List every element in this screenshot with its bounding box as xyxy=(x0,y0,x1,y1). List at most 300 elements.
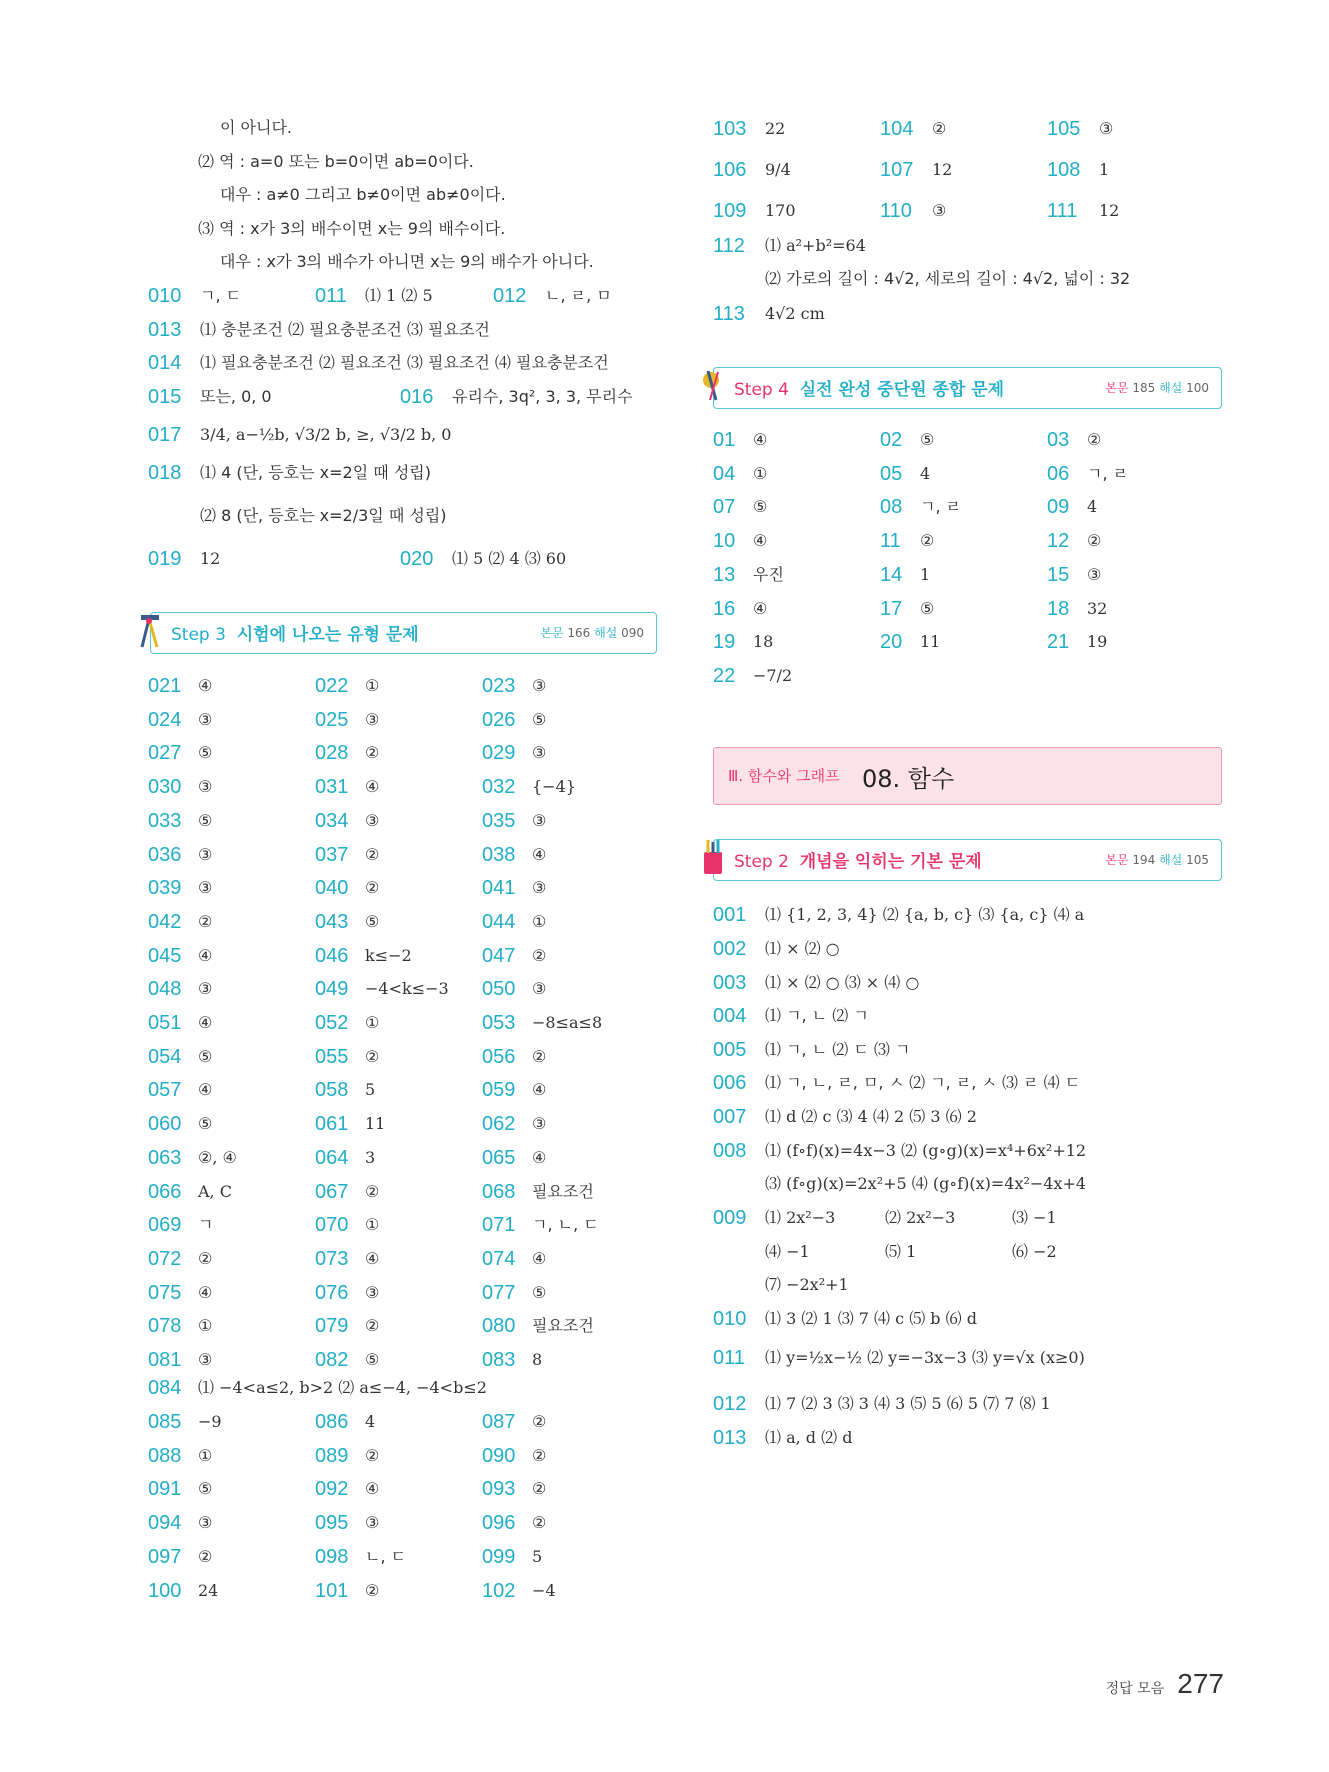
answer-value: ⑤ xyxy=(198,743,213,763)
answer-value: ② xyxy=(932,119,947,138)
step2-title: Step 2 개념을 익히는 기본 문제 xyxy=(734,852,982,872)
answer-number: 021 xyxy=(148,675,182,697)
answer-number: 062 xyxy=(482,1113,516,1136)
answer-number: 042 xyxy=(148,910,182,933)
answer-value: ⑴ 7 ⑵ 3 ⑶ 3 ⑷ 3 ⑸ 5 ⑹ 5 ⑺ 7 ⑻ 1 xyxy=(765,1394,1051,1413)
answer-value: ㄱ, ㄹ xyxy=(1087,463,1129,483)
answer-value: ⑴ −4<a≤2, b>2 ⑵ a≤−4, −4<b≤2 xyxy=(198,1378,487,1397)
answer-value: 1 xyxy=(1099,160,1110,179)
text-line: 대우 : a≠0 그리고 b≠0이면 ab≠0이다. xyxy=(220,185,506,204)
answer-value: ③ xyxy=(1087,564,1102,584)
answer-value: ④ xyxy=(365,1248,380,1268)
answer-value: ⑴ {1, 2, 3, 4} ⑵ {a, b, c} ⑶ {a, c} ⑷ a xyxy=(765,905,1085,924)
answer-value: ⑸ 1 xyxy=(885,1242,917,1261)
answer-number: 047 xyxy=(482,944,516,967)
answer-value: ② xyxy=(365,743,380,763)
answer-value: ③ xyxy=(532,810,547,830)
answer-number: 024 xyxy=(148,708,182,731)
answer-number: 049 xyxy=(315,978,349,1001)
answer-value: 19 xyxy=(1087,632,1108,652)
answer-value: ④ xyxy=(198,945,213,965)
answer-value: ④ xyxy=(198,1013,213,1032)
answer-value: ② xyxy=(1087,531,1102,551)
answer-number: 006 xyxy=(713,1072,747,1094)
answer-value: ⑴ 충분조건 ⑵ 필요충분조건 ⑶ 필요조건 xyxy=(200,320,490,339)
answer-number: 045 xyxy=(148,944,182,967)
answer-value: ⑴ 2x²−3 xyxy=(765,1208,836,1227)
answer-number: 060 xyxy=(148,1113,182,1136)
answer-number: 098 xyxy=(315,1545,349,1568)
answer-value: ④ xyxy=(753,598,768,618)
answer-number: 004 xyxy=(713,1005,747,1027)
answer-number: 048 xyxy=(148,978,182,1001)
text-line: ⑵ 역 : a=0 또는 b=0이면 ab=0이다. xyxy=(198,152,474,171)
answer-value: ② xyxy=(198,1248,213,1268)
answer-value: A, C xyxy=(198,1181,232,1201)
page-footer xyxy=(1106,1668,1224,1700)
step3-page-ref: 본문 166 해설 090 xyxy=(540,626,644,640)
answer-value: 3/4, a−½b, √3/2 b, ≥, √3/2 b, 0 xyxy=(200,425,452,444)
answer-value: ② xyxy=(532,1479,547,1499)
answer-number: 079 xyxy=(315,1315,349,1338)
answer-number: 046 xyxy=(315,944,349,967)
page-number: 277 xyxy=(1177,1668,1224,1699)
answer-number: 070 xyxy=(315,1214,349,1237)
answer-value: ⑤ xyxy=(532,1282,547,1302)
answer-number: 083 xyxy=(482,1349,516,1371)
answer-number: 033 xyxy=(148,809,182,832)
answer-value: 필요조건 xyxy=(532,1181,594,1201)
answer-number: 22 xyxy=(713,664,736,687)
answer-value: ① xyxy=(365,676,380,695)
answer-value: ② xyxy=(365,844,380,864)
answer-number: 06 xyxy=(1047,462,1070,485)
answer-value: −4<k≤−3 xyxy=(365,979,449,999)
answer-value: ⑤ xyxy=(198,1479,213,1499)
answer-value: 5 xyxy=(365,1080,376,1100)
answer-number: 073 xyxy=(315,1247,349,1270)
answer-value: ① xyxy=(198,1445,213,1465)
answer-number: 058 xyxy=(315,1079,349,1102)
answer-value: 유리수, 3q², 3, 3, 무리수 xyxy=(452,387,633,406)
answer-number: 052 xyxy=(315,1012,349,1034)
answer-number: 04 xyxy=(713,462,736,485)
answer-value: ① xyxy=(753,463,768,483)
answer-value: 4 xyxy=(1087,497,1098,517)
answer-number: 103 xyxy=(713,118,747,140)
answer-value: 8 xyxy=(532,1350,543,1369)
answer-number: 065 xyxy=(482,1146,516,1169)
answer-number: 057 xyxy=(148,1079,182,1102)
answer-value: ㄴ, ㄷ xyxy=(365,1546,407,1566)
answer-value: ④ xyxy=(753,430,768,449)
answer-number: 21 xyxy=(1047,631,1070,654)
ruler-compass-icon xyxy=(137,611,167,651)
answer-number: 037 xyxy=(315,843,349,866)
answer-number: 05 xyxy=(880,462,903,485)
answer-value: ② xyxy=(198,911,213,931)
answer-value: ② xyxy=(365,1580,380,1600)
answer-number: 094 xyxy=(148,1512,182,1535)
answer-number: 085 xyxy=(148,1411,182,1433)
step2-page-ref: 본문 194 해설 105 xyxy=(1105,853,1209,867)
step3-title: Step 3 시험에 나오는 유형 문제 xyxy=(171,625,419,645)
answer-number: 107 xyxy=(880,159,914,181)
answer-value: ⑴ ㄱ, ㄴ, ㄹ, ㅁ, ㅅ ⑵ ㄱ, ㄹ, ㅅ ⑶ ㄹ ⑷ ㄷ xyxy=(765,1073,1081,1092)
answer-number: 087 xyxy=(482,1411,516,1433)
answer-number: 050 xyxy=(482,978,516,1001)
answer-number: 14 xyxy=(880,563,903,586)
answer-value: ⑤ xyxy=(198,810,213,830)
pencil-cup-icon xyxy=(700,838,730,878)
answer-number: 035 xyxy=(482,809,516,832)
answer-value: ② xyxy=(532,1513,547,1533)
answer-number: 07 xyxy=(713,496,736,519)
answer-value: ⑹ −2 xyxy=(1012,1242,1057,1261)
chapter-title: 08. 함수 xyxy=(862,765,955,793)
answer-value: ② xyxy=(365,1316,380,1336)
answer-number: 088 xyxy=(148,1444,182,1467)
answer-number: 086 xyxy=(315,1411,349,1433)
answer-value: ② xyxy=(532,1046,547,1066)
answer-value: ① xyxy=(532,911,547,931)
answer-number: 12 xyxy=(1047,530,1070,553)
answer-value: ㄱ, ㄹ xyxy=(920,497,962,517)
answer-number: 02 xyxy=(880,429,903,451)
step4-title: Step 4 실전 완성 중단원 종합 문제 xyxy=(734,380,1005,400)
answer-value: −9 xyxy=(198,1412,222,1431)
answer-number: 002 xyxy=(713,938,747,960)
answer-number: 09 xyxy=(1047,496,1070,519)
answer-value: ③ xyxy=(365,1282,380,1302)
step4-page-ref: 본문 185 해설 100 xyxy=(1105,381,1209,395)
pencil-ruler-icon xyxy=(700,366,730,406)
answer-value: 또는, 0, 0 xyxy=(200,387,272,406)
answer-number: 044 xyxy=(482,910,516,933)
answer-value: ⑴ 4 (단, 등호는 x=2일 때 성립) xyxy=(200,463,431,482)
answer-number: 026 xyxy=(482,708,516,731)
answer-value: ⑴ 1 ⑵ 5 xyxy=(365,286,433,305)
answer-number: 007 xyxy=(713,1106,747,1128)
answer-value: ④ xyxy=(198,1080,213,1100)
answer-number: 16 xyxy=(713,597,736,620)
answer-value: ② xyxy=(532,1445,547,1465)
answer-value: 4 xyxy=(920,463,931,483)
answer-value: ⑤ xyxy=(365,911,380,931)
answer-value: ⑵ 가로의 길이 : 4√2, 세로의 길이 : 4√2, 넓이 : 32 xyxy=(765,269,1131,288)
answer-value: ⑶ (f∘g)(x)=2x²+5 ⑷ (g∘f)(x)=4x²−4x+4 xyxy=(765,1174,1087,1193)
answer-value: ③ xyxy=(365,810,380,830)
answer-number: 095 xyxy=(315,1512,349,1535)
answer-number: 080 xyxy=(482,1315,516,1338)
answer-value: ⑴ ㄱ, ㄴ ⑵ ㄱ xyxy=(765,1006,869,1025)
answer-value: 4 xyxy=(365,1412,376,1431)
answer-value: 18 xyxy=(753,632,774,652)
answer-number: 001 xyxy=(713,904,747,926)
answer-number: 090 xyxy=(482,1444,516,1467)
answer-number: 078 xyxy=(148,1315,182,1338)
answer-value: 우진 xyxy=(753,564,784,584)
answer-number: 15 xyxy=(1047,563,1070,586)
answer-number: 081 xyxy=(148,1349,182,1371)
text-line: ⑶ 역 : x가 3의 배수이면 x는 9의 배수이다. xyxy=(198,219,506,238)
answer-number: 012 xyxy=(713,1393,747,1415)
answer-number: 020 xyxy=(400,548,434,570)
answer-number: 030 xyxy=(148,776,182,799)
answer-value: 11 xyxy=(920,632,941,652)
answer-number: 013 xyxy=(148,319,182,341)
answer-number: 040 xyxy=(315,877,349,900)
answer-number: 064 xyxy=(315,1146,349,1169)
answer-value: ⑤ xyxy=(198,1046,213,1066)
answer-value: 필요조건 xyxy=(532,1316,594,1336)
answer-number: 009 xyxy=(713,1207,747,1229)
answer-value: ② xyxy=(532,1412,547,1431)
answer-value: 3 xyxy=(365,1147,376,1167)
answer-value: ③ xyxy=(532,676,547,695)
answer-number: 017 xyxy=(148,424,182,446)
text-line: 대우 : x가 3의 배수가 아니면 x는 9의 배수가 아니다. xyxy=(220,252,594,271)
answer-value: ④ xyxy=(532,1248,547,1268)
answer-value: ③ xyxy=(198,1513,213,1533)
answer-value: ㄱ, ㄴ, ㄷ xyxy=(532,1215,599,1235)
step4-header xyxy=(713,367,1222,409)
answer-value: ④ xyxy=(753,531,768,551)
answer-value: −8≤a≤8 xyxy=(532,1013,603,1032)
answer-value: 5 xyxy=(532,1546,543,1566)
answer-number: 034 xyxy=(315,809,349,832)
answer-number: 010 xyxy=(713,1308,747,1330)
answer-value: 12 xyxy=(200,549,221,568)
answer-value: −4 xyxy=(532,1580,556,1600)
answer-value: ② xyxy=(920,531,935,551)
answer-value: ④ xyxy=(198,676,213,695)
answer-number: 089 xyxy=(315,1444,349,1467)
answer-number: 015 xyxy=(148,386,182,408)
answer-value: ⑴ a, d ⑵ d xyxy=(765,1428,853,1447)
chapter-banner xyxy=(713,747,1222,805)
answer-value: ① xyxy=(198,1316,213,1336)
answer-value: 12 xyxy=(1099,201,1120,220)
answer-number: 17 xyxy=(880,597,903,620)
answer-value: ⑵ 8 (단, 등호는 x=2/3일 때 성립) xyxy=(200,506,447,525)
answer-number: 13 xyxy=(713,563,736,586)
answer-number: 110 xyxy=(880,200,912,222)
answer-value: ③ xyxy=(365,709,380,729)
answer-value: ⑤ xyxy=(920,598,935,618)
answer-number: 077 xyxy=(482,1281,516,1304)
answer-value: ① xyxy=(365,1013,380,1032)
answer-number: 005 xyxy=(713,1039,747,1061)
answer-value: ③ xyxy=(198,844,213,864)
answer-number: 075 xyxy=(148,1281,182,1304)
answer-value: ⑴ 필요충분조건 ⑵ 필요조건 ⑶ 필요조건 ⑷ 필요충분조건 xyxy=(200,353,609,372)
answer-number: 111 xyxy=(1047,200,1078,222)
answer-value: ④ xyxy=(532,1080,547,1100)
answer-number: 20 xyxy=(880,631,903,654)
answer-number: 036 xyxy=(148,843,182,866)
answer-value: ⑤ xyxy=(365,1350,380,1369)
chapter-part: Ⅲ. 함수와 그래프 xyxy=(728,767,840,785)
answer-value: ④ xyxy=(365,1479,380,1499)
answer-number: 092 xyxy=(315,1478,349,1501)
answer-value: ③ xyxy=(532,979,547,999)
answer-number: 061 xyxy=(315,1113,349,1136)
answer-number: 016 xyxy=(400,386,434,408)
answer-number: 008 xyxy=(713,1140,747,1162)
answer-value: ㄱ, ㄷ xyxy=(200,286,242,305)
answer-value: 170 xyxy=(765,201,796,220)
answer-number: 067 xyxy=(315,1180,349,1203)
answer-number: 093 xyxy=(482,1478,516,1501)
answer-value: ① xyxy=(365,1215,380,1235)
answer-value: ⑤ xyxy=(198,1114,213,1134)
answer-number: 012 xyxy=(493,285,527,307)
answer-value: ③ xyxy=(198,878,213,898)
answer-number: 097 xyxy=(148,1545,182,1568)
answer-number: 069 xyxy=(148,1214,182,1237)
answer-number: 019 xyxy=(148,548,182,570)
text-line: 이 아니다. xyxy=(220,118,292,137)
answer-number: 01 xyxy=(713,429,736,451)
answer-number: 101 xyxy=(315,1579,349,1602)
answer-number: 023 xyxy=(482,675,516,697)
step3-header xyxy=(150,612,657,654)
answer-number: 18 xyxy=(1047,597,1070,620)
answer-value: ③ xyxy=(932,201,947,220)
answer-number: 082 xyxy=(315,1349,349,1371)
answer-number: 074 xyxy=(482,1247,516,1270)
answer-value: 9/4 xyxy=(765,160,791,179)
answer-value: ② xyxy=(532,945,547,965)
answer-value: ⑤ xyxy=(532,709,547,729)
answer-value: ③ xyxy=(532,878,547,898)
answer-value: ⑴ × ⑵ ○ ⑶ × ⑷ ○ xyxy=(765,973,920,992)
answer-number: 063 xyxy=(148,1146,182,1169)
answer-number: 113 xyxy=(713,303,745,325)
answer-value: 12 xyxy=(932,160,953,179)
answer-value: ㄴ, ㄹ, ㅁ xyxy=(545,286,612,305)
answer-value: 22 xyxy=(765,119,786,138)
answer-value: ⑴ 5 ⑵ 4 ⑶ 60 xyxy=(452,549,567,568)
answer-value: ③ xyxy=(532,743,547,763)
answer-number: 096 xyxy=(482,1512,516,1535)
answer-value: ④ xyxy=(198,1282,213,1302)
answer-number: 08 xyxy=(880,496,903,519)
answer-number: 105 xyxy=(1047,118,1081,140)
answer-value: ⑶ −1 xyxy=(1012,1208,1057,1227)
answer-value: ② xyxy=(365,1445,380,1465)
answer-value: ⑴ a²+b²=64 xyxy=(765,236,866,255)
answer-value: ③ xyxy=(365,1513,380,1533)
answer-number: 19 xyxy=(713,631,736,654)
answer-number: 031 xyxy=(315,776,349,799)
answer-number: 106 xyxy=(713,159,747,181)
answer-value: ③ xyxy=(198,979,213,999)
answer-number: 104 xyxy=(880,118,914,140)
answer-number: 003 xyxy=(713,972,747,994)
answer-number: 084 xyxy=(148,1377,182,1399)
answer-value: ⑴ ㄱ, ㄴ ⑵ ㄷ ⑶ ㄱ xyxy=(765,1040,911,1059)
answer-number: 059 xyxy=(482,1079,516,1102)
answer-number: 038 xyxy=(482,843,516,866)
answer-number: 025 xyxy=(315,708,349,731)
answer-number: 108 xyxy=(1047,159,1081,181)
answer-value: ② xyxy=(365,878,380,898)
answer-value: ⑺ −2x²+1 xyxy=(765,1275,849,1294)
answer-value: ⑴ d ⑵ c ⑶ 4 ⑷ 2 ⑸ 3 ⑹ 2 xyxy=(765,1107,977,1126)
answer-value: ⑴ y=½x−½ ⑵ y=−3x−3 ⑶ y=√x (x≥0) xyxy=(765,1348,1085,1367)
answer-number: 043 xyxy=(315,910,349,933)
answer-value: ⑤ xyxy=(753,497,768,517)
answer-value: ③ xyxy=(532,1114,547,1134)
answer-number: 076 xyxy=(315,1281,349,1304)
answer-number: 013 xyxy=(713,1427,747,1449)
answer-number: 055 xyxy=(315,1045,349,1068)
answer-value: ③ xyxy=(198,709,213,729)
answer-value: ③ xyxy=(1099,119,1114,138)
answer-value: ㄱ xyxy=(198,1215,214,1235)
answer-number: 010 xyxy=(148,285,182,307)
answer-value: ②, ④ xyxy=(198,1147,237,1167)
answer-number: 091 xyxy=(148,1478,182,1501)
answer-number: 099 xyxy=(482,1545,516,1568)
answer-number: 041 xyxy=(482,877,516,900)
answer-number: 053 xyxy=(482,1012,516,1034)
answer-value: {−4} xyxy=(532,777,576,797)
answer-number: 068 xyxy=(482,1180,516,1203)
answer-number: 011 xyxy=(315,285,347,307)
answer-value: ② xyxy=(198,1546,213,1566)
answer-number: 029 xyxy=(482,742,516,765)
answer-number: 022 xyxy=(315,675,349,697)
answer-value: ② xyxy=(365,1181,380,1201)
answer-number: 054 xyxy=(148,1045,182,1068)
answer-value: ③ xyxy=(198,1350,213,1369)
answer-value: ④ xyxy=(365,777,380,797)
answer-value: ③ xyxy=(198,777,213,797)
answer-number: 071 xyxy=(482,1214,516,1237)
answer-value: 4√2 cm xyxy=(765,304,825,323)
answer-value: 24 xyxy=(198,1580,219,1600)
answer-number: 102 xyxy=(482,1579,516,1602)
answer-value: 32 xyxy=(1087,598,1108,618)
answer-number: 011 xyxy=(713,1347,745,1369)
answer-value: 11 xyxy=(365,1114,386,1134)
answer-number: 10 xyxy=(713,530,736,553)
answer-number: 03 xyxy=(1047,429,1070,451)
answer-number: 018 xyxy=(148,462,182,484)
answer-number: 028 xyxy=(315,742,349,765)
answer-number: 032 xyxy=(482,776,516,799)
answer-value: ② xyxy=(1087,430,1102,449)
answer-number: 051 xyxy=(148,1012,182,1034)
answer-number: 039 xyxy=(148,877,182,900)
answer-value: 1 xyxy=(920,564,931,584)
answer-value: ⑴ 3 ⑵ 1 ⑶ 7 ⑷ c ⑸ b ⑹ d xyxy=(765,1309,977,1328)
answer-number: 066 xyxy=(148,1180,182,1203)
answer-value: ② xyxy=(365,1046,380,1066)
answer-value: ④ xyxy=(532,1147,547,1167)
answer-value: −7/2 xyxy=(753,665,793,685)
answer-value: k≤−2 xyxy=(365,945,412,965)
step2-header xyxy=(713,839,1222,881)
answer-number: 100 xyxy=(148,1579,182,1602)
answer-value: ⑴ × ⑵ ○ xyxy=(765,939,840,958)
answer-value: ⑤ xyxy=(920,430,935,449)
answer-number: 11 xyxy=(880,530,901,553)
answer-value: ⑷ −1 xyxy=(765,1242,810,1261)
